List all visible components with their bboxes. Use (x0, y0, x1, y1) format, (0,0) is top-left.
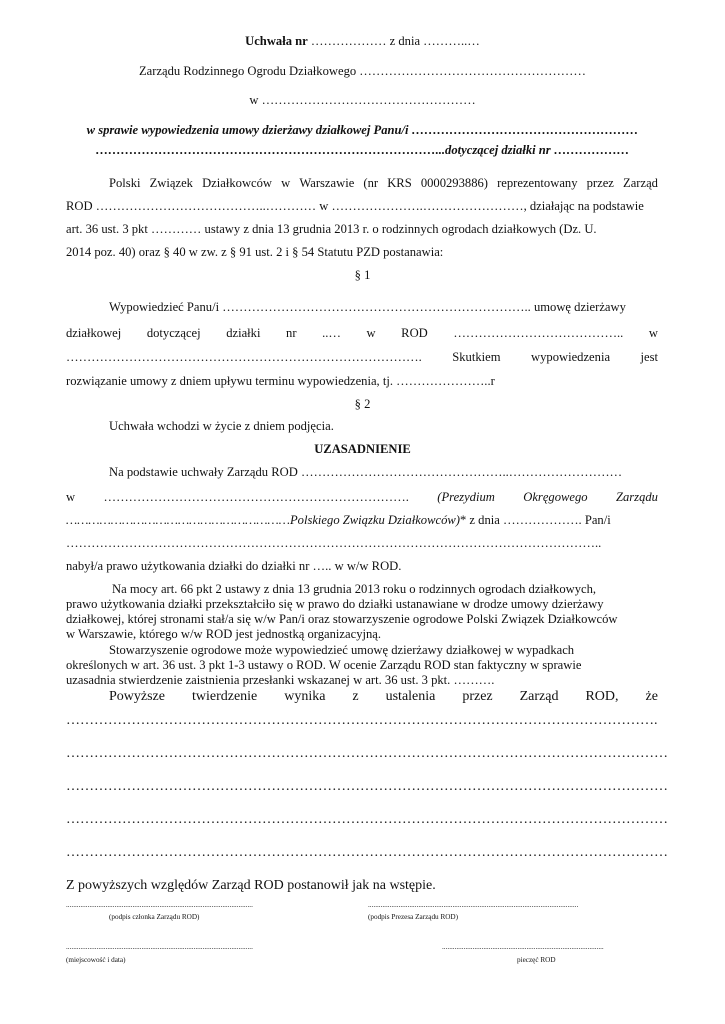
intro-word: przez (586, 176, 614, 190)
section-1-word: ………………………………….. (453, 326, 624, 340)
intro-word: Zarząd (623, 176, 658, 190)
subject-line-2: ………………………………………………………………………...dotyczącej działki nr ……………… (95, 143, 630, 157)
paragraph-4-word: Powyższe (109, 689, 165, 704)
place-date-line: ........................................................................................................ (66, 943, 253, 951)
intro-line-1 (109, 176, 658, 191)
resolution-title-label: Uchwała nr (245, 34, 308, 48)
paragraph-4-word: wynika (284, 689, 326, 704)
intro-line-3: art. 36 ust. 3 pkt ………… ustawy z dnia 13 grudnia 2013 r. o rodzinnych ogrodach działkowych (Dz. U. (66, 222, 597, 236)
justification-line-4: ……………………………………………………………………………………………………………….. (66, 536, 602, 550)
paragraph-4-word: ustalenia (385, 689, 436, 704)
justification-line-5: nabył/a prawo użytkowania działki do działki nr ….. w w/w ROD. (66, 559, 402, 573)
justification-line-3 (66, 513, 611, 528)
section-1-word: ..… (322, 326, 341, 340)
paragraph-4-word: ROD, (585, 689, 619, 704)
paragraph-3-line-3: uzasadnia stwierdzenie zaistnienia przesłanki wskazanej w art. 36 ust. 3 pkt. ………. (66, 673, 495, 687)
section-1-word: Skutkiem (452, 350, 501, 364)
conclusion-text: Z powyższych względów Zarząd ROD postanowił jak na wstępie. (66, 878, 436, 893)
justification-word: Okręgowego (523, 490, 588, 504)
intro-word: Warszawie (299, 176, 355, 190)
resolution-title (0, 34, 725, 49)
section-1-line-1: Wypowiedzieć Panu/i ……………………………………………………………….. umowę dzierżawy (109, 300, 626, 314)
paragraph-4-word: Zarząd (519, 689, 559, 704)
justification-line-2 (66, 490, 658, 505)
section-1-line-4: rozwiązanie umowy z dniem upływu terminu wypowiedzenia, tj. …………………..r (66, 374, 495, 388)
justification-heading: UZASADNIENIE (314, 442, 411, 456)
section-1-line-2 (66, 326, 658, 341)
stamp-caption: pieczęć ROD (517, 956, 556, 964)
justification-presidium: ……………………………………………………Polskiego Związku Działkowców) (66, 513, 460, 527)
signature-caption-president: (podpis Prezesa Zarządu ROD) (368, 913, 459, 921)
justification-word: w (66, 490, 76, 504)
section-1-word: …………………………………………………………………………. (66, 350, 422, 364)
section-2-heading: § 2 (354, 397, 371, 411)
signature-line-president: ..................................................................................................................... (368, 901, 579, 909)
intro-word: Działkowców (202, 176, 273, 190)
paragraph-2-line-4: w Warszawie, którego w/w ROD jest jednostką organizacyjną. (66, 627, 382, 641)
paragraph-3-line-1: Stowarzyszenie ogrodowe może wypowiedzieć umowę dzierżawy działkowej w wypadkach (109, 643, 575, 657)
intro-word: 0000293886) (420, 176, 488, 190)
intro-word: Polski (109, 176, 141, 190)
section-1-word: jest (640, 350, 658, 364)
intro-word: KRS (387, 176, 412, 190)
blank-line-5: ………………………………………………………………………………………………………………… (66, 845, 668, 860)
justification-word: ………………………………………………………………. (103, 490, 409, 504)
section-1-word: ROD (401, 326, 428, 340)
blank-line-2: ………………………………………………………………………………………………………………… (66, 746, 668, 761)
signature-caption-board-member: (podpis członka Zarządu ROD) (109, 913, 200, 921)
intro-word: reprezentowany (497, 176, 578, 190)
justification-date-person: * z dnia ………………. Pan/i (459, 513, 611, 527)
section-1-word: dotyczącej (146, 326, 201, 340)
section-1-word: w (648, 326, 658, 340)
signature-line-board-member: ........................................................................................................ (66, 901, 253, 909)
blank-line-1: ………………………………………………………………………………………………………………. (66, 713, 658, 728)
blank-line-4: ………………………………………………………………………………………………………………… (66, 812, 668, 827)
location-line: w …………………………………………… (249, 93, 476, 107)
paragraph-4-word: z (352, 689, 359, 704)
paragraph-4-word: twierdzenie (191, 689, 258, 704)
subject-line-1: w sprawie wypowiedzenia umowy dzierżawy działkowej Panu/i ……………………………………………… (86, 123, 639, 137)
intro-word: Związek (149, 176, 193, 190)
paragraph-2-line-3: działkowej, której stronami stał/a się w/w Pan/i oraz stowarzyszenie ogrodowe Polski Związek Działkowców (66, 612, 618, 626)
board-name-line: Zarządu Rodzinnego Ogrodu Działkowego ……………………………………………… (138, 64, 586, 78)
section-1-word: wypowiedzenia (531, 350, 611, 364)
paragraph-2-line-1: Na mocy art. 66 pkt 2 ustawy z dnia 13 grudnia 2013 roku o rodzinnych ogrodach działkowych, (112, 582, 597, 596)
section-1-word: nr (286, 326, 297, 340)
paragraph-4-word: że (645, 689, 658, 704)
justification-line-1: Na podstawie uchwały Zarządu ROD …………………………………………..……………………… (109, 465, 623, 479)
section-1-word: w (366, 326, 376, 340)
intro-word: w (281, 176, 291, 190)
section-1-word: działki (226, 326, 261, 340)
paragraph-4-word: przez (462, 689, 493, 704)
blank-line-3: ………………………………………………………………………………………………………………… (66, 779, 668, 794)
intro-line-2: ROD …………………………………..………… w ………………….……………………, działając na podstawie (66, 199, 644, 213)
justification-word: (Prezydium (437, 490, 495, 504)
resolution-title-fields: ……………… z dnia ………..… (307, 34, 480, 48)
section-1-word: działkowej (66, 326, 122, 340)
paragraph-3-line-2: określonych w art. 36 ust. 3 pkt 1-3 ustawy o ROD. W ocenie Zarządu ROD stan faktyczny w sprawie (66, 658, 582, 672)
stamp-line: .......................................................................................... (442, 943, 604, 951)
section-2-text: Uchwała wchodzi w życie z dniem podjęcia. (109, 419, 334, 433)
section-1-heading: § 1 (354, 268, 371, 282)
intro-line-4: 2014 poz. 40) oraz § 40 w zw. z § 91 ust. 2 i § 54 Statutu PZD postanawia: (66, 245, 444, 259)
justification-word: Zarządu (615, 490, 658, 504)
place-date-caption: (miejscowość i data) (66, 956, 126, 964)
paragraph-4-line-1 (109, 688, 658, 705)
section-1-line-3 (66, 350, 658, 365)
paragraph-2-line-2: prawo użytkowania działki przekształciło się w prawo do działki ustanawiane w drodze umowy dzierżawy (66, 597, 604, 611)
intro-word: (nr (363, 176, 379, 190)
